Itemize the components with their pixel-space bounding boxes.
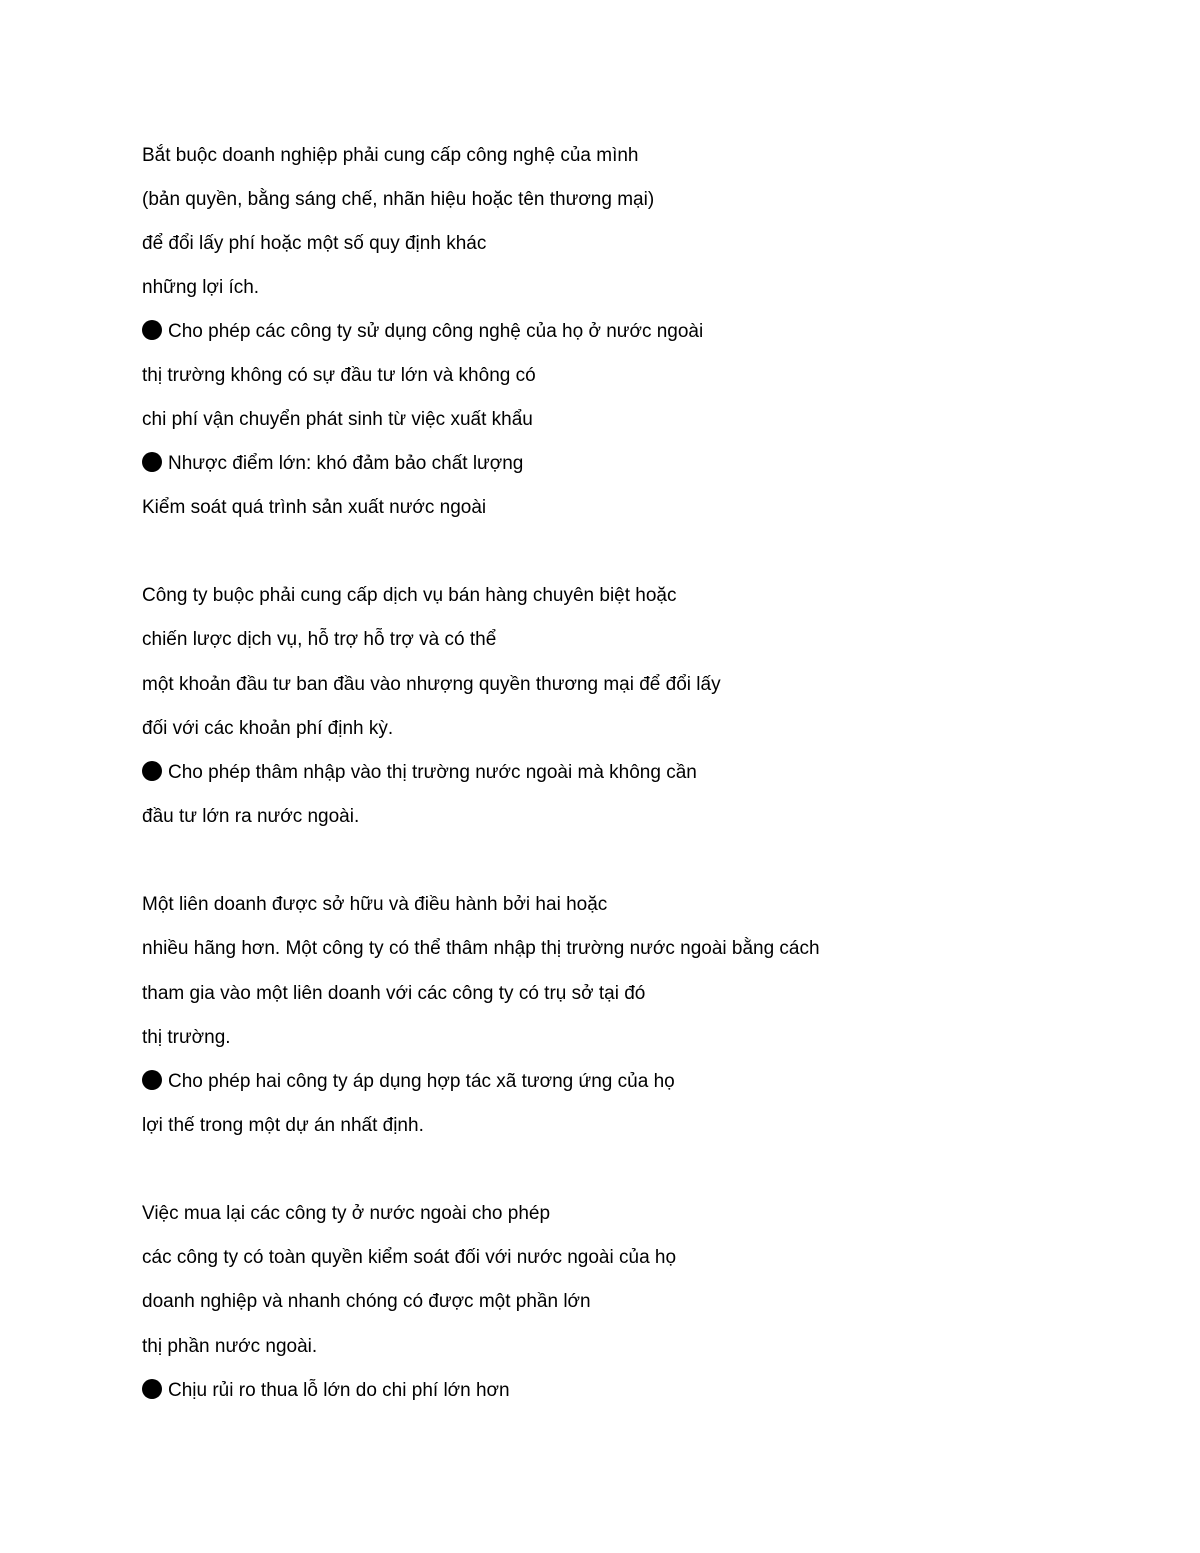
text-line: đối với các khoản phí định kỳ. — [142, 718, 394, 739]
text-line: Một liên doanh được sở hữu và điều hành bởi hai hoặc — [142, 894, 608, 915]
text-line: Kiểm soát quá trình sản xuất nước ngoài — [142, 497, 487, 518]
text-line: chiến lược dịch vụ, hỗ trợ hỗ trợ và có thể — [142, 629, 497, 650]
bullet-dot-icon — [142, 1379, 162, 1399]
text-line: để đổi lấy phí hoặc một số quy định khác — [142, 233, 487, 254]
bullet-text: Nhược điểm lớn: khó đảm bảo chất lượng — [168, 453, 524, 474]
text-line: Việc mua lại các công ty ở nước ngoài cho phép — [142, 1203, 551, 1224]
bullet-text: Chịu rủi ro thua lỗ lớn do chi phí lớn hơn — [168, 1380, 510, 1401]
text-line: một khoản đầu tư ban đầu vào nhượng quyền thương mại để đổi lấy — [142, 674, 721, 695]
bullet-dot-icon — [142, 452, 162, 472]
text-line: thị trường. — [142, 1027, 231, 1048]
text-line: chi phí vận chuyển phát sinh từ việc xuất khẩu — [142, 409, 533, 430]
text-line: doanh nghiệp và nhanh chóng có được một phần lớn — [142, 1291, 591, 1312]
text-line: thị phần nước ngoài. — [142, 1336, 318, 1357]
bullet-line — [142, 1379, 510, 1403]
text-line: những lợi ích. — [142, 277, 260, 298]
text-line: Công ty buộc phải cung cấp dịch vụ bán hàng chuyên biệt hoặc — [142, 585, 677, 606]
bullet-text: Cho phép thâm nhập vào thị trường nước ngoài mà không cần — [168, 762, 697, 783]
text-line: nhiều hãng hơn. Một công ty có thể thâm nhập thị trường nước ngoài bằng cách — [142, 938, 820, 959]
bullet-text: Cho phép hai công ty áp dụng hợp tác xã tương ứng của họ — [168, 1071, 675, 1092]
bullet-dot-icon — [142, 761, 162, 781]
bullet-line — [142, 761, 697, 785]
text-line: Bắt buộc doanh nghiệp phải cung cấp công nghệ của mình — [142, 145, 639, 166]
bullet-text: Cho phép các công ty sử dụng công nghệ của họ ở nước ngoài — [168, 321, 704, 342]
text-line: các công ty có toàn quyền kiểm soát đối với nước ngoài của họ — [142, 1247, 677, 1268]
bullet-dot-icon — [142, 1070, 162, 1090]
bullet-line — [142, 452, 523, 476]
bullet-dot-icon — [142, 320, 162, 340]
bullet-line — [142, 320, 703, 344]
text-line: tham gia vào một liên doanh với các công ty có trụ sở tại đó — [142, 983, 646, 1004]
text-line: thị trường không có sự đầu tư lớn và không có — [142, 365, 536, 386]
text-line: đầu tư lớn ra nước ngoài. — [142, 806, 360, 827]
text-line: lợi thế trong một dự án nhất định. — [142, 1115, 424, 1136]
text-line: (bản quyền, bằng sáng chế, nhãn hiệu hoặc tên thương mại) — [142, 189, 655, 210]
bullet-line — [142, 1070, 675, 1094]
